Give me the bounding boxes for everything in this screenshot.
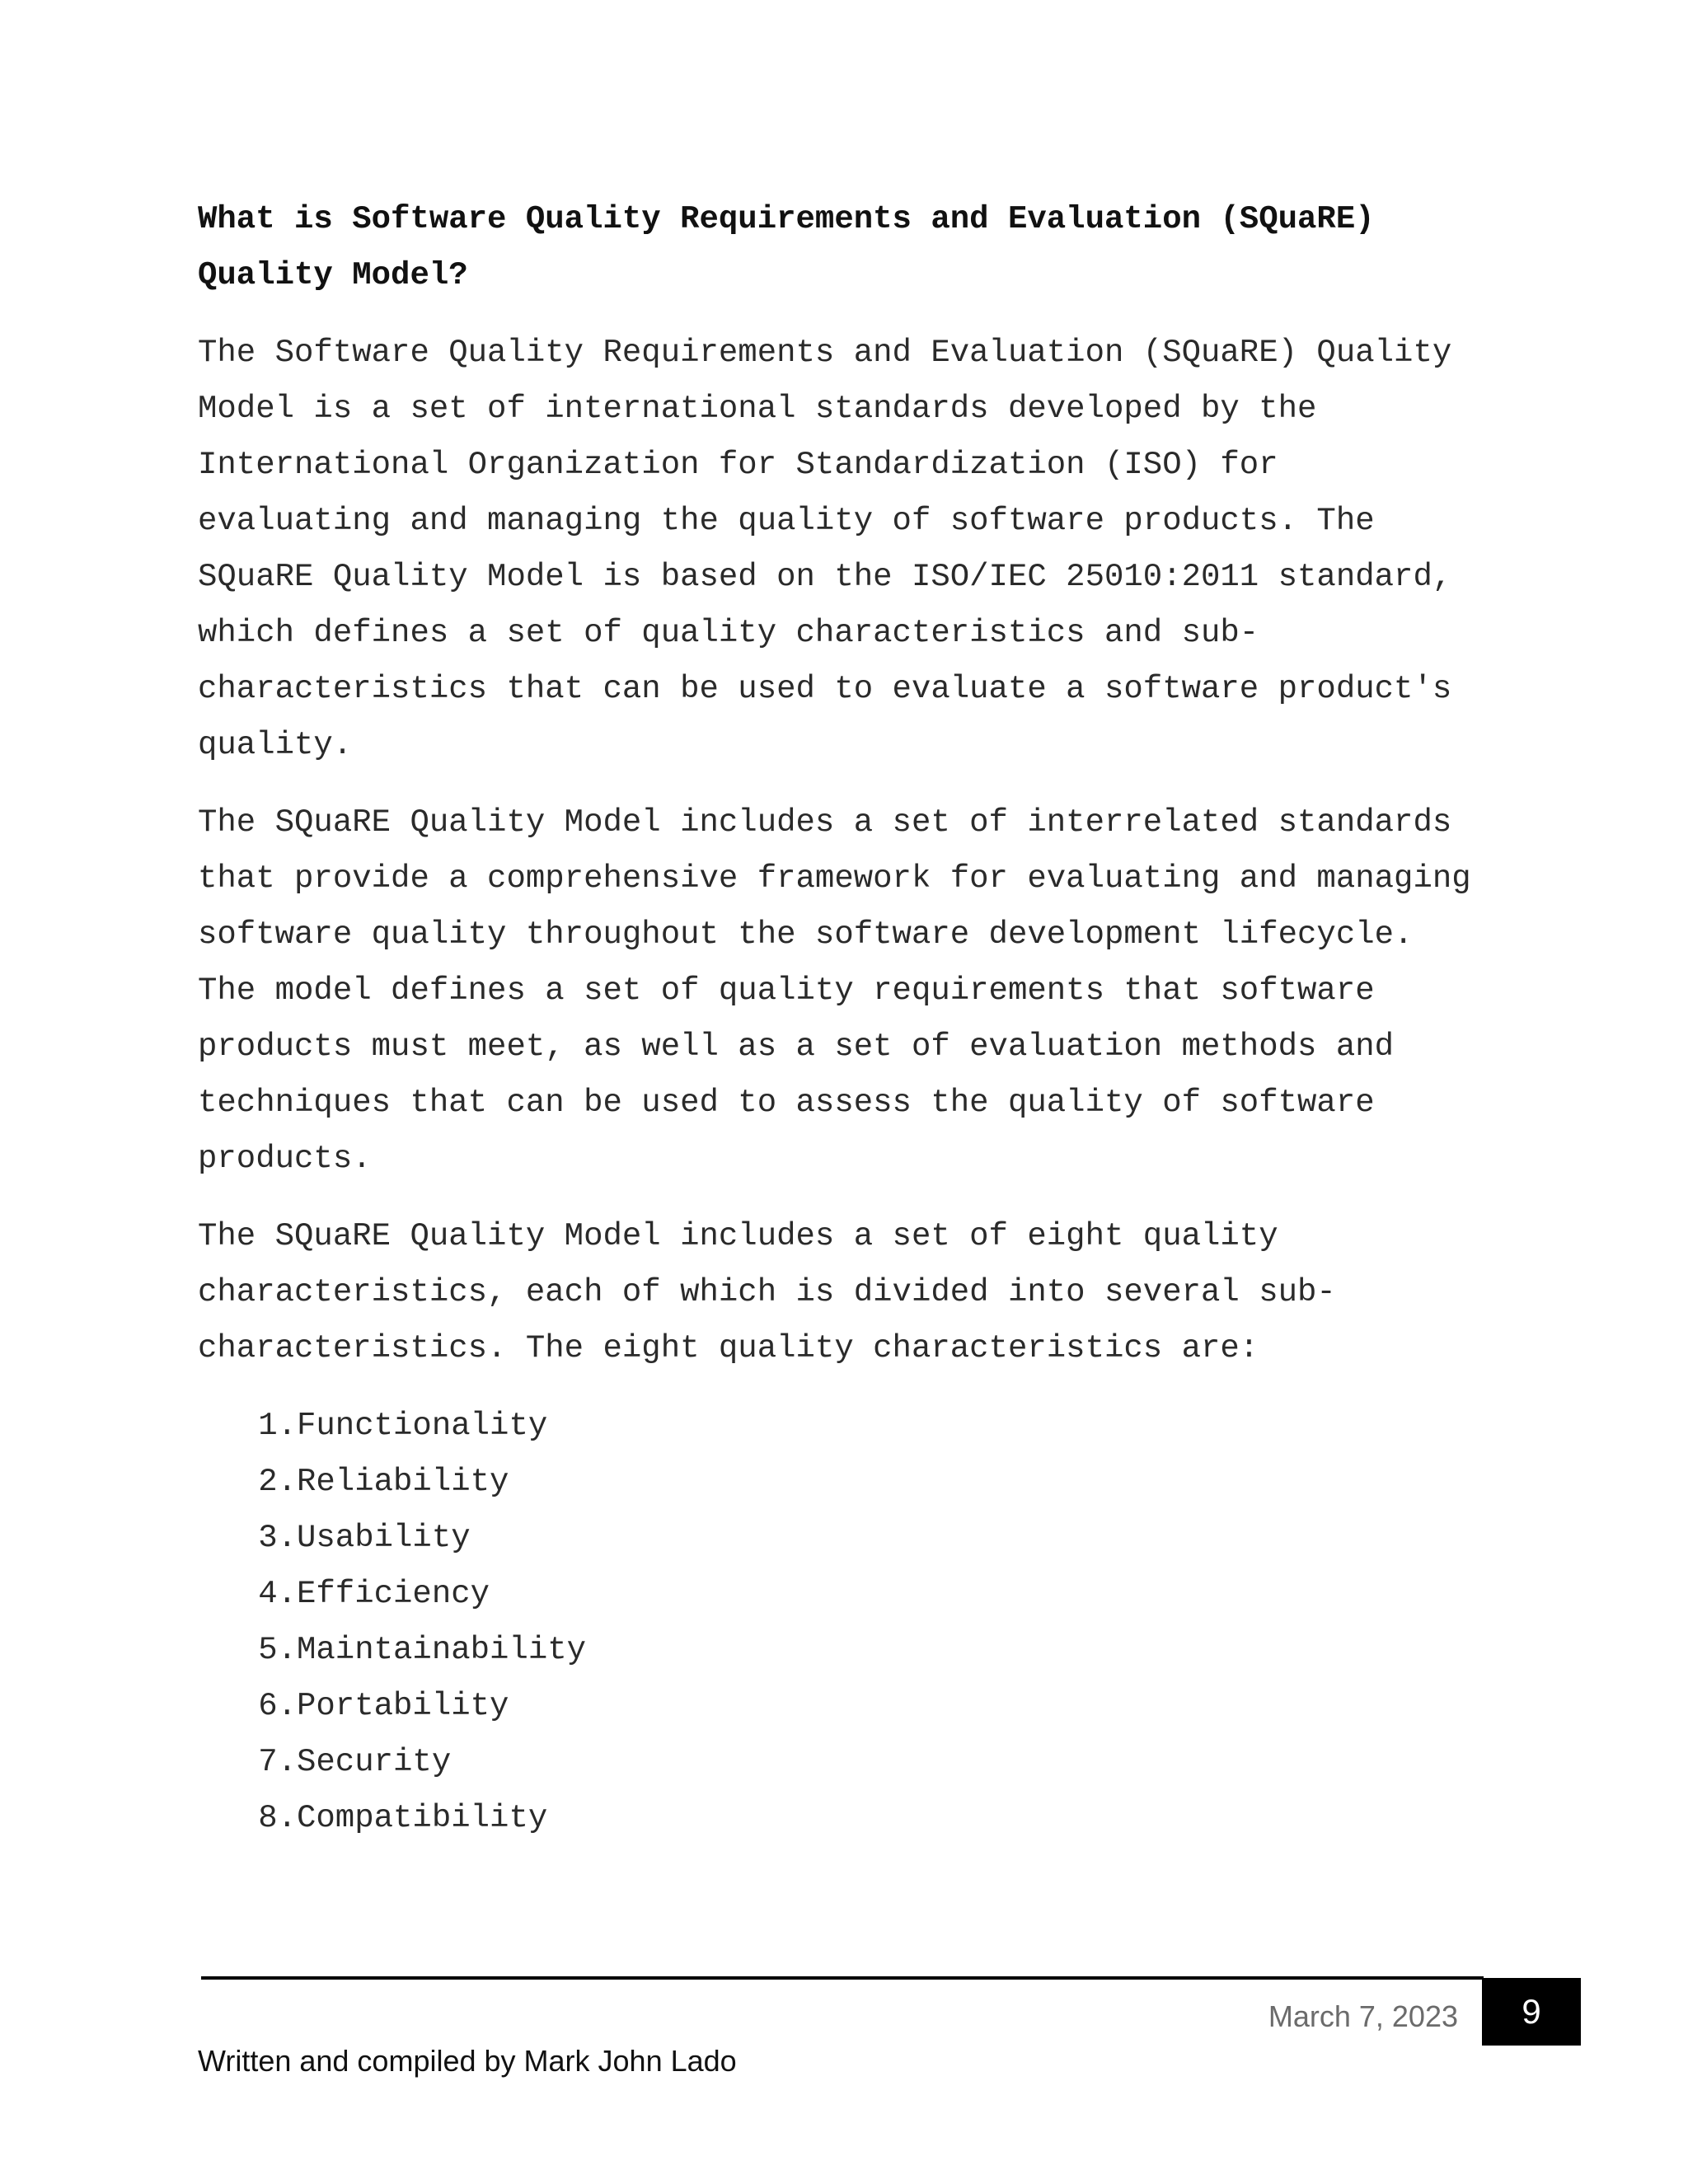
list-item-text: Reliability	[297, 1464, 509, 1500]
quality-characteristics-list	[198, 1398, 1484, 1846]
list-item	[198, 1398, 1484, 1454]
list-item	[198, 1678, 1484, 1734]
list-item-number: 4.	[258, 1576, 297, 1612]
list-item-number: 6.	[258, 1688, 297, 1724]
list-item	[198, 1566, 1484, 1622]
footer-author: Written and compiled by Mark John Lado	[198, 2044, 737, 2078]
list-item-number: 8.	[258, 1800, 297, 1836]
list-item-number: 2.	[258, 1464, 297, 1500]
list-item-text: Usability	[297, 1520, 471, 1556]
footer-divider	[201, 1976, 1484, 1980]
page-number: 9	[1522, 1992, 1541, 2031]
list-item-text: Compatibility	[297, 1800, 548, 1836]
list-item-text: Portability	[297, 1688, 509, 1724]
list-item-number: 7.	[258, 1744, 297, 1780]
list-item	[198, 1734, 1484, 1790]
list-item	[198, 1510, 1484, 1566]
footer-date: March 7, 2023	[1268, 1999, 1458, 2033]
list-item	[198, 1622, 1484, 1678]
paragraph-3: The SQuaRE Quality Model includes a set of eight quality characteristics, each of which is divided into several sub-characteristics. The eight quality characteristics are:	[198, 1218, 1336, 1366]
list-item-text: Functionality	[297, 1408, 548, 1444]
paragraph-1: The Software Quality Requirements and Evaluation (SQuaRE) Quality Model is a set of international standards developed by the International Organization for Standardization (ISO) for evaluating and managing the quality of software products. The SQuaRE Quality Model is based on the ISO/IEC 25010:2011 standard, which defines a set of quality characteristics and sub-characteristics that can be used to evaluate a software product's quality.	[198, 335, 1452, 763]
document-body	[198, 191, 1484, 1846]
list-item-text: Security	[297, 1744, 452, 1780]
page-number-badge	[1482, 1978, 1581, 2046]
section-heading: What is Software Quality Requirements and Evaluation (SQuaRE) Quality Model?	[198, 201, 1375, 293]
list-item	[198, 1790, 1484, 1846]
list-item	[198, 1454, 1484, 1510]
list-item-number: 1.	[258, 1408, 297, 1444]
paragraph-2: The SQuaRE Quality Model includes a set of interrelated standards that provide a comprehensive framework for evaluating and managing software quality throughout the software development lifecycle. The model defines a set of quality requirements that software products must meet, as well as a set of evaluation methods and techniques that can be used to assess the quality of software products.	[198, 804, 1471, 1177]
list-item-text: Maintainability	[297, 1632, 587, 1668]
list-item-text: Efficiency	[297, 1576, 490, 1612]
list-item-number: 5.	[258, 1632, 297, 1668]
list-item-number: 3.	[258, 1520, 297, 1556]
